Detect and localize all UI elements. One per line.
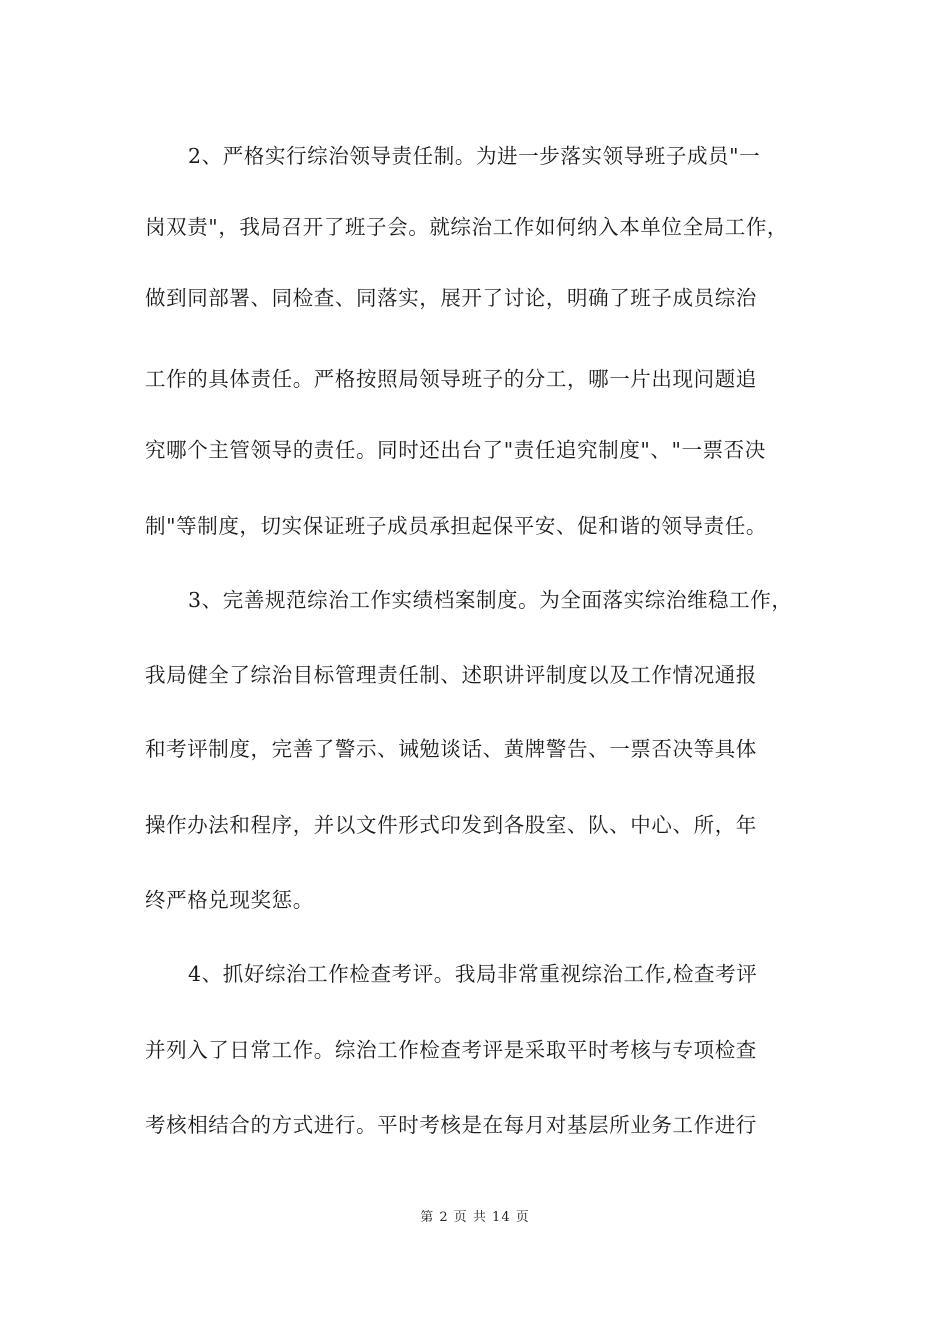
text-line: 做到同部署、同检查、同落实，展开了讨论，明确了班子成员综治 <box>145 286 757 310</box>
text-line: 终严格兑现奖惩。 <box>145 888 314 912</box>
text-line: 3、完善规范综治工作实绩档案制度。为全面落实综治维稳工作， <box>188 588 793 612</box>
text-line: 岗双责"，我局召开了班子会。就综治工作如何纳入本单位全局工作， <box>145 215 789 239</box>
text-line: 工作的具体责任。严格按照局领导班子的分工，哪一片出现问题追 <box>145 367 757 391</box>
text-line: 究哪个主管领导的责任。同时还出台了"责任追究制度"、"一票否决 <box>145 438 766 462</box>
text-line: 和考评制度，完善了警示、诫勉谈话、黄牌警告、一票否决等具体 <box>145 737 757 761</box>
text-line: 操作办法和程序，并以文件形式印发到各股室、队、中心、所，年 <box>145 813 757 837</box>
text-line: 并列入了日常工作。综治工作检查考评是采取平时考核与专项检查 <box>145 1038 757 1062</box>
text-line: 2、严格实行综治领导责任制。为进一步落实领导班子成员"一 <box>188 144 761 168</box>
text-line: 考核相结合的方式进行。平时考核是在每月对基层所业务工作进行 <box>145 1113 757 1137</box>
text-line: 制"等制度，切实保证班子成员承担起保平安、促和谐的领导责任。 <box>145 514 767 538</box>
page-number-footer: 第 2 页 共 14 页 <box>420 1210 530 1225</box>
text-line: 4、抓好综治工作检查考评。我局非常重视综治工作,检查考评 <box>188 962 758 986</box>
text-line: 我局健全了综治目标管理责任制、述职讲评制度以及工作情况通报 <box>145 663 757 687</box>
